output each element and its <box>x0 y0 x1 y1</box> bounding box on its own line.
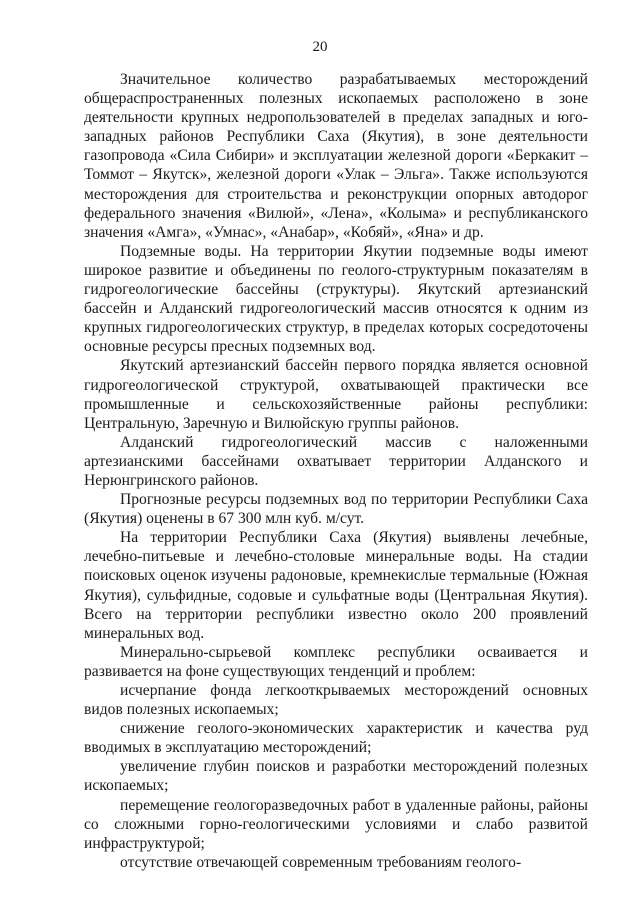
list-item-depletion: исчерпание фонда легкооткрываемых месторождений основных видов полезных ископаемых; <box>84 682 588 719</box>
list-item-depth: увеличение глубин поисков и разработки месторождений полезных ископаемых; <box>84 758 588 795</box>
paragraph-yakutsk-basin: Якутский артезианский бассейн первого порядка является основной гидрогеологической структурой, охватывающей практически все промышленные и сельскохозяйственные районы республики: Центральную, Заречную и Вилюйскую группы районов. <box>84 357 588 432</box>
page-number: 20 <box>312 39 328 55</box>
document-body <box>84 70 588 872</box>
list-item-relocation: перемещение геологоразведочных работ в удаленные районы, районы со сложными горно-геологическими условиями и слабо развитой инфраструктурой; <box>84 796 588 852</box>
paragraph-forecast-resources: Прогнозные ресурсы подземных вод по территории Республики Саха (Якутия) оценены в 67 300 млн куб. м/сут. <box>84 491 588 528</box>
list-item-absence: отсутствие отвечающей современным требованиям геолого- <box>120 853 522 871</box>
list-item-ore-quality: снижение геолого-экономических характеристик и качества руд вводимых в эксплуатацию месторождений; <box>84 720 588 757</box>
paragraph-groundwater: Подземные воды. На территории Якутии подземные воды имеют широкое развитие и объединены по геолого-структурным показателям в гидрогеологические бассейны (структуры). Якутский артезианский бассейн и Алданский гидрогеологический массив относятся к одним из крупных гидрогеологических структур, в пределах которых сосредоточены основные ресурсы пресных подземных вод. <box>84 242 588 356</box>
paragraph-deposits: Значительное количество разрабатываемых месторождений общераспространенных полезных ископаемых расположено в зоне деятельности крупных недропользователей в пределах западных и юго-западных районов Республики Саха (Якутия), в зоне деятельности газопровода «Сила Сибири» и эксплуатации железной дороги «Беркакит – Томмот – Якутск», железной дороги «Улак – Эльга». Также используются месторождения для строительства и реконструкции опорных автодорог федерального значения «Вилюй», «Лена», «Колыма» и республиканского значения «Амга», «Умнас», «Анабар», «Кобяй», «Яна» и др. <box>84 71 588 241</box>
paragraph-mineral-waters: На территории Республики Саха (Якутия) выявлены лечебные, лечебно-питьевые и лечебно-столовые минеральные воды. На стадии поисковых оценок изучены радоновые, кремнекислые термальные (Южная Якутия), сульфидные, содовые и сульфатные воды (Центральная Якутия). Всего на территории республики известно около 200 проявлений минеральных вод. <box>84 529 588 642</box>
paragraph-aldan-massif: Алданский гидрогеологический массив с наложенными артезианскими бассейнами охватывает территории Алданского и Нерюнгринского районов. <box>84 433 588 489</box>
paragraph-complex-intro: Минерально-сырьевой комплекс республики осваивается и развивается на фоне существующих тенденций и проблем: <box>84 643 588 680</box>
